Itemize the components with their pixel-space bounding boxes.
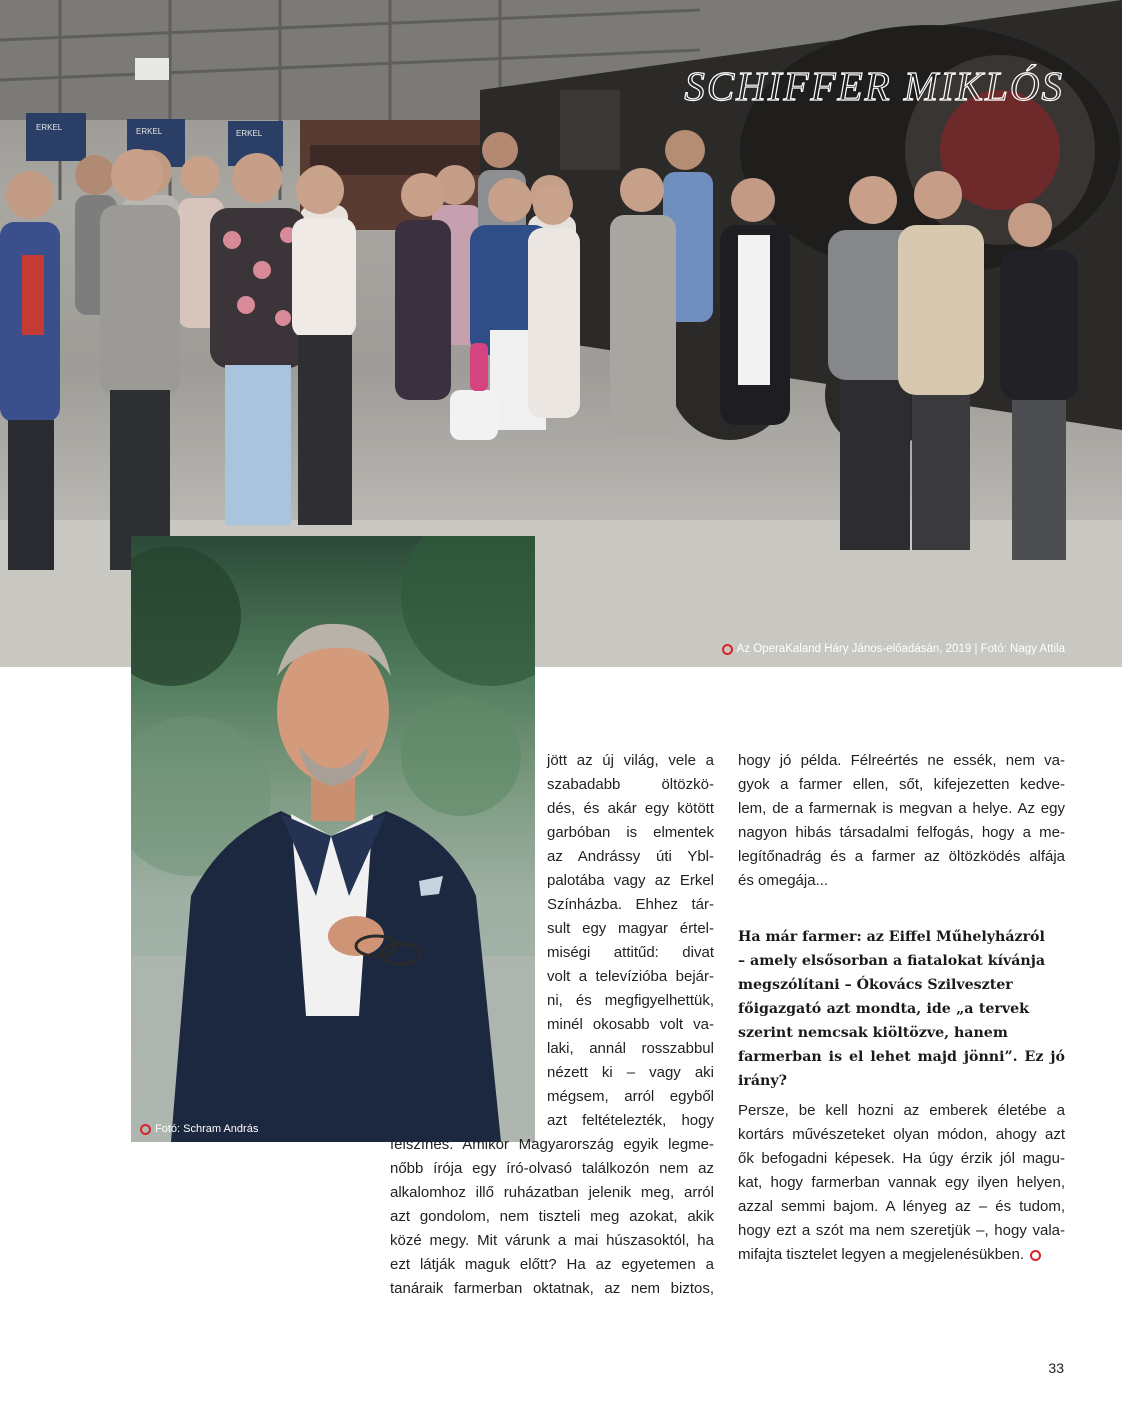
body-line: volt a televízióba bejár- <box>547 968 714 985</box>
body-line: nézett ki – vagy aki <box>547 1064 714 1081</box>
caption-ring-icon <box>722 644 733 655</box>
body-line: szabadabb öltözkö- <box>547 776 714 793</box>
portrait-caption <box>140 1123 258 1135</box>
body-line: ezt látják maguk előtt? Ha az egyetemen a <box>390 1256 714 1273</box>
question-line: megszólítani – Ókovács Szilveszter <box>738 977 1013 993</box>
body-line: sult egy magyar értel- <box>547 920 714 937</box>
question-line: szerint nemcsak kiöltözve, hanem <box>738 1025 1008 1041</box>
top-photo-caption-text: Az OperaKaland Háry János-előadásán, 2019 | Fotó: Nagy Attila <box>736 643 1065 655</box>
body-line: ők befogadni képesek. Ha úgy érzik jól magu- <box>738 1150 1065 1167</box>
body-line: minél okosabb volt va- <box>547 1016 714 1033</box>
body-line: hogy ezt a szót ma nem szeretjük –, hogy vala- <box>738 1222 1065 1239</box>
body-line: dés, és akár egy kötött <box>547 800 714 817</box>
body-line: hogy jó példa. Félreértés ne essék, nem va- <box>738 752 1065 769</box>
body-line: felszínes. Amikor Magyarország egyik legme- <box>390 1136 714 1153</box>
question-line: farmerban is el lehet majd jönni”. Ez jó <box>738 1049 1065 1065</box>
body-line: Persze, be kell hozni az emberek életébe a <box>738 1102 1065 1119</box>
body-line: miségi attitűd: divat <box>547 944 714 961</box>
banner-erkel-2: ERKEL <box>136 127 163 136</box>
page-number: 33 <box>1048 1360 1064 1376</box>
body-line: és omegája... <box>738 872 829 889</box>
article-subject-name: SCHIFFER MIKLÓS <box>684 63 1064 109</box>
body-line: legítőnadrág és a farmer az öltözködés alfája <box>738 848 1065 865</box>
body-line: az Andrássy úti Ybl- <box>547 848 714 865</box>
body-line: tanáraik farmerban oktatnak, az nem biztos, <box>390 1280 714 1297</box>
body-line: jött az új világ, vele a <box>547 752 714 769</box>
body-line: nőbb írója egy író-olvasó találkozón nem az <box>390 1160 714 1177</box>
body-line: palotába vagy az Erkel <box>547 872 714 889</box>
question-line: Ha már farmer: az Eiffel Műhelyházról <box>738 929 1045 945</box>
body-line: lem, de a farmernak is megvan a helye. Az egy <box>738 800 1065 817</box>
portrait-caption-text: Fotó: Schram András <box>155 1123 259 1135</box>
body-line: alkalomhoz illő ruházatban jelenik meg, arról <box>390 1184 714 1201</box>
body-line: kortárs művészeteket olyan módon, ahogy azt <box>738 1126 1065 1143</box>
question-line: – amely elsősorban a fiatalokat kívánja <box>738 953 1046 969</box>
body-line: nagyon hibás társadalmi felfogás, hogy a me- <box>738 824 1065 841</box>
body-line: laki, annál rosszabbul <box>547 1040 714 1057</box>
banner-erkel-1: ERKEL <box>36 123 63 132</box>
body-line: kat, hogy farmerban vannak egy ilyen helyen, <box>738 1174 1065 1191</box>
body-line-last <box>738 1244 1041 1266</box>
body-line-last-text: mifajta tisztelet legyen a megjelenésükben. <box>738 1246 1024 1263</box>
body-line: azt gondolom, nem tiszteli meg azokat, akik <box>390 1208 714 1225</box>
body-line: azt feltételezték, hogy <box>547 1112 714 1129</box>
body-line: gyok a farmer ellen, sőt, kifejezetten kedve- <box>738 776 1065 793</box>
body-line: azzal semmi bajom. A lényeg az – és tudom, <box>738 1198 1065 1215</box>
body-line: Színházba. Ehhez tár- <box>547 896 714 913</box>
caption-ring-icon <box>140 1124 151 1135</box>
body-line: ni, és megfigyelhettük, <box>547 992 714 1009</box>
article-end-ring-icon <box>1030 1250 1041 1261</box>
body-line: mégsem, arról egyből <box>547 1088 714 1105</box>
question-line: irány? <box>738 1073 787 1089</box>
portrait-photo <box>131 536 535 1142</box>
banner-erkel-3: ERKEL <box>236 129 263 138</box>
body-line: közé megy. Mit várunk a mai húszasoktól, ha <box>390 1232 714 1249</box>
body-line: garbóban is elmentek <box>547 824 714 841</box>
top-photo-caption <box>722 643 1065 655</box>
portrait-illustration <box>131 536 535 1142</box>
question-line: főigazgató azt mondta, ide „a tervek <box>738 1001 1029 1017</box>
